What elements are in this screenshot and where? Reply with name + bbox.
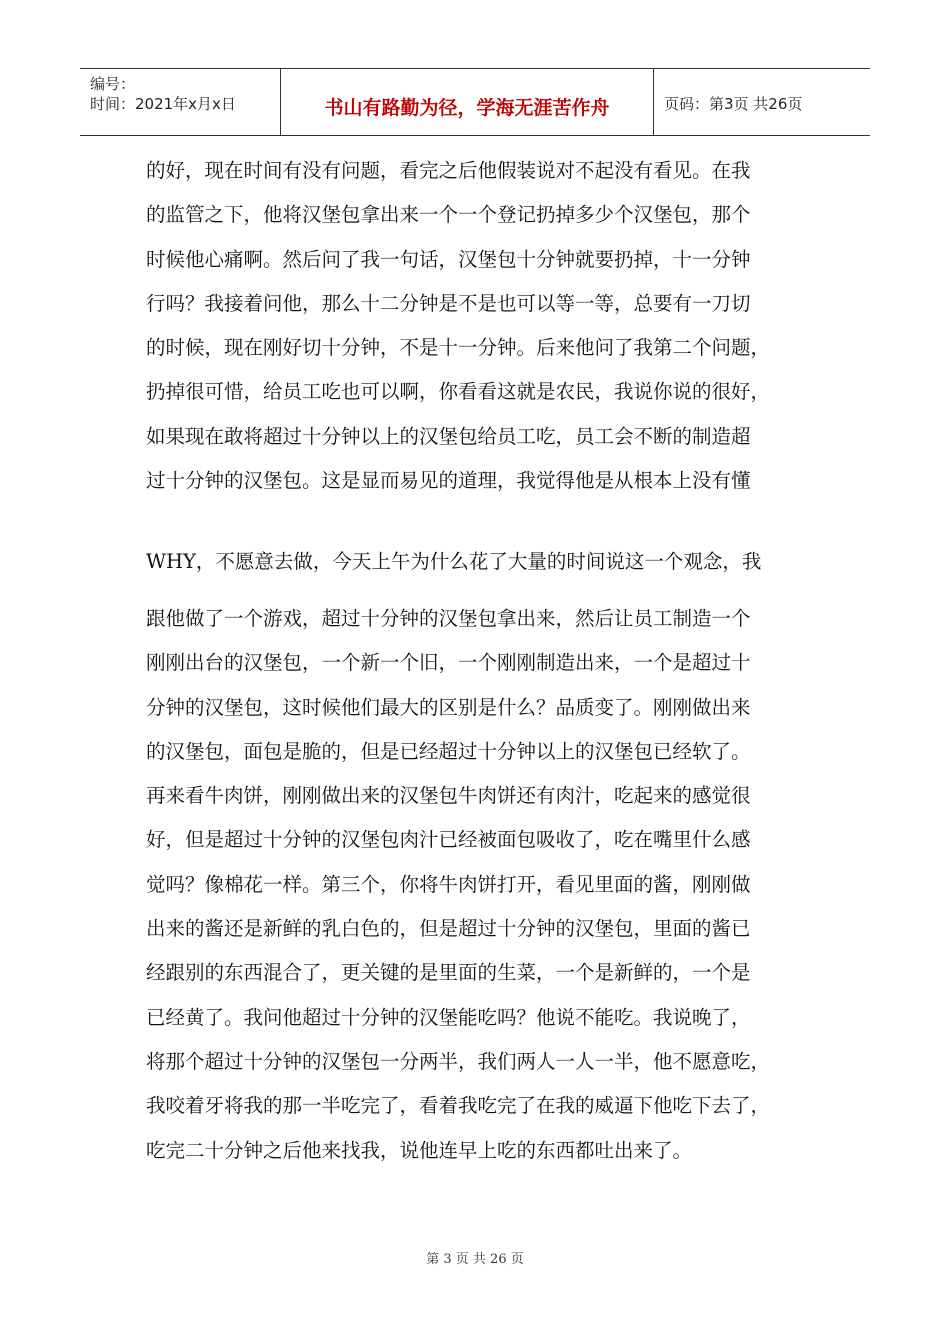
document-date-label: 时间：2021年x月x日 — [90, 95, 236, 113]
text-line: WHY，不愿意去做，今天上午为什么花了大量的时间说这一个观念，我 — [146, 550, 762, 573]
text-line: 如果现在敢将超过十分钟以上的汉堡包给员工吃，员工会不断的制造超 — [146, 424, 751, 448]
body-paragraph-2 — [146, 540, 806, 584]
text-line: 经跟别的东西混合了，更关键的是里面的生菜，一个是新鲜的，一个是 — [146, 961, 751, 985]
text-line: 将那个超过十分钟的汉堡包一分两半，我们两人一人一半，他不愿意吃， — [146, 1049, 771, 1073]
text-line: 出来的酱还是新鲜的乳白色的，但是超过十分钟的汉堡包，里面的酱已 — [146, 917, 751, 941]
text-line: 分钟的汉堡包，这时候他们最大的区别是什么？品质变了。刚刚做出来 — [146, 695, 751, 719]
text-line: 跟他做了一个游戏，超过十分钟的汉堡包拿出来，然后让员工制造一个 — [146, 607, 751, 630]
text-line: 扔掉很可惜，给员工吃也可以啊，你看看这就是农民，我说你说的很好， — [146, 380, 771, 404]
header-motto-cell — [280, 69, 654, 135]
text-line: 刚刚出台的汉堡包，一个新一个旧，一个刚刚制造出来，一个是超过十 — [146, 651, 751, 675]
text-line: 再来看牛肉饼，刚刚做出来的汉堡包牛肉饼还有肉汁，吃起来的感觉很 — [146, 784, 751, 808]
text-line: 的汉堡包，面包是脆的，但是已经超过十分钟以上的汉堡包已经软了。 — [146, 739, 751, 763]
text-line: 觉吗？像棉花一样。第三个，你将牛肉饼打开，看见里面的酱，刚刚做 — [146, 872, 751, 896]
body-paragraph-3 — [146, 597, 806, 1173]
text-line: 的好，现在时间有没有问题，看完之后他假装说对不起没有看见。在我 — [146, 159, 751, 182]
text-line: 时候他心痛啊。然后问了我一句话，汉堡包十分钟就要扔掉，十一分钟 — [146, 247, 751, 271]
text-line: 吃完二十分钟之后他来找我，说他连早上吃的东西都吐出来了。 — [146, 1138, 693, 1162]
text-line: 过十分钟的汉堡包。这是显而易见的道理，我觉得他是从根本上没有懂 — [146, 469, 751, 493]
text-line: 好，但是超过十分钟的汉堡包肉汁已经被面包吸收了，吃在嘴里什么感 — [146, 828, 751, 852]
header-meta-cell — [80, 69, 280, 135]
text-line: 行吗？我接着问他，那么十二分钟是不是也可以等一等，总要有一刀切 — [146, 291, 751, 315]
text-line: 已经黄了。我问他超过十分钟的汉堡能吃吗？他说不能吃。我说晚了， — [146, 1005, 751, 1029]
header-page-number: 页码：第3页 共26页 — [664, 95, 803, 113]
document-number-label: 编号： — [90, 75, 136, 93]
page-header — [80, 68, 870, 136]
page-footer: 第 3 页 共 26 页 — [426, 1252, 524, 1267]
body-paragraph-1 — [146, 149, 806, 503]
text-line: 的时候，现在刚好切十分钟，不是十一分钟。后来他问了我第二个问题， — [146, 336, 771, 360]
header-page-cell — [654, 69, 870, 135]
text-line: 我咬着牙将我的那一半吃完了，看着我吃完了在我的威逼下他吃下去了， — [146, 1094, 771, 1118]
text-line: 的监管之下，他将汉堡包拿出来一个一个登记扔掉多少个汉堡包，那个 — [146, 203, 751, 227]
header-motto: 书山有路勤为径，学海无涯苦作舟 — [324, 97, 610, 119]
